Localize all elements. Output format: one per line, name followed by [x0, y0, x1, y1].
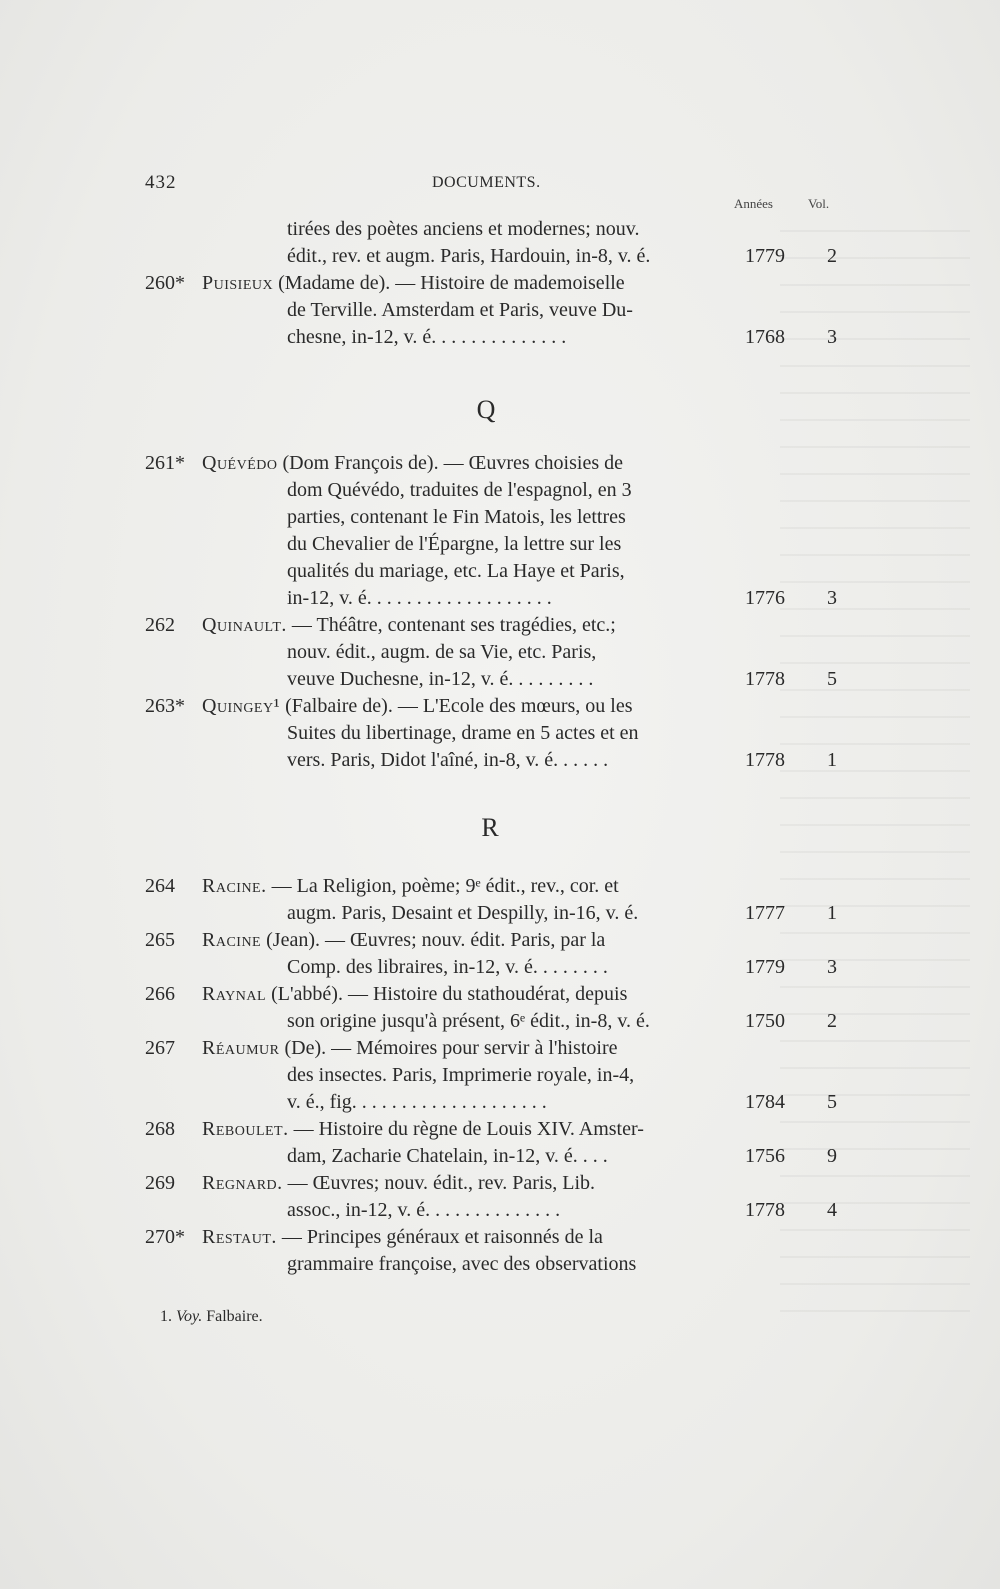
entry-body: chesne, in-12, v. é. . . . . . . . . . . . . .	[287, 326, 567, 348]
entry-text	[287, 477, 867, 503]
entry-line	[145, 297, 837, 323]
author-name: Reboulet.	[202, 1118, 289, 1140]
footnote-text: Falbaire.	[206, 1308, 263, 1325]
entry-volumes: 5	[827, 668, 837, 690]
section-letter-r: R	[481, 813, 499, 842]
entry-text	[287, 639, 867, 665]
entry-body: (L'abbé). — Histoire du stathoudérat, depuis	[271, 983, 628, 1005]
entry-line	[145, 1062, 837, 1088]
entry-number: 261*	[145, 452, 185, 474]
page-number: 432	[145, 172, 177, 193]
entry-body: son origine jusqu'à présent, 6ᵉ édit., in-8, v. é.	[287, 1010, 650, 1032]
entry-line	[145, 900, 837, 926]
entry-line	[145, 1251, 837, 1277]
entry-line	[145, 1035, 837, 1061]
entry-line	[145, 1116, 837, 1142]
author-name: Raynal	[202, 983, 267, 1005]
entry-year: 1768	[745, 326, 785, 348]
author-name: Racine	[202, 929, 262, 951]
entry-body: (Jean). — Œuvres; nouv. édit. Paris, par la	[266, 929, 606, 951]
entry-year: 1777	[745, 902, 785, 924]
entry-line	[145, 1224, 837, 1250]
entry-text	[202, 981, 867, 1007]
entry-text	[287, 216, 867, 242]
entry-body: Suites du libertinage, drame en 5 actes et en	[287, 722, 639, 744]
entry-number: 270*	[145, 1226, 185, 1248]
entry-volumes: 3	[827, 587, 837, 609]
entry-body: — Théâtre, contenant ses tragédies, etc.;	[291, 614, 616, 636]
entry-line	[145, 1008, 837, 1034]
entry-text	[202, 927, 867, 953]
entry-line	[145, 666, 837, 692]
entry-body: qualités du mariage, etc. La Haye et Paris,	[287, 560, 625, 582]
entry-line	[145, 270, 837, 296]
entry-body: grammaire françoise, avec des observations	[287, 1253, 637, 1275]
entry-body: — Œuvres; nouv. édit., rev. Paris, Lib.	[287, 1172, 596, 1194]
entry-year: 1750	[745, 1010, 785, 1032]
column-header-years: Années	[734, 196, 773, 211]
entry-text	[202, 1035, 867, 1061]
entry-line	[145, 639, 837, 665]
entry-volumes: 3	[827, 956, 837, 978]
footnote	[160, 1308, 263, 1326]
author-name: Quévédo	[202, 452, 278, 474]
entry-line	[145, 747, 837, 773]
footnote-number: 1.	[160, 1308, 172, 1325]
entry-line	[145, 954, 837, 980]
entry-body: vers. Paris, Didot l'aîné, in-8, v. é. . . . . .	[287, 749, 609, 771]
entry-body: — Histoire du règne de Louis XIV. Amster-	[293, 1118, 644, 1140]
entry-text	[287, 1062, 867, 1088]
entry-volumes: 1	[827, 902, 837, 924]
entry-line	[145, 243, 837, 269]
entry-line	[145, 504, 837, 530]
entry-line	[145, 558, 837, 584]
author-name: Regnard.	[202, 1172, 283, 1194]
entry-body: parties, contenant le Fin Matois, les lettres	[287, 506, 626, 528]
entry-line	[145, 1143, 837, 1169]
entry-number: 264	[145, 875, 175, 897]
entry-line	[145, 477, 837, 503]
entry-body: nouv. édit., augm. de sa Vie, etc. Paris,	[287, 641, 597, 663]
author-name: Quinault.	[202, 614, 287, 636]
section-letter-q: Q	[476, 395, 496, 424]
entry-body: (De). — Mémoires pour servir à l'histoire	[284, 1037, 618, 1059]
entry-volumes: 3	[827, 326, 837, 348]
entry-body: assoc., in-12, v. é. . . . . . . . . . . . . .	[287, 1199, 561, 1221]
entry-body: — La Religion, poème; 9ᵉ édit., rev., cor. et	[271, 875, 619, 897]
entry-number: 267	[145, 1037, 175, 1059]
entry-line	[145, 324, 837, 350]
entry-body: Comp. des libraires, in-12, v. é. . . . . . . .	[287, 956, 608, 978]
entry-body: dam, Zacharie Chatelain, in-12, v. é. . . .	[287, 1145, 608, 1167]
entry-number: 268	[145, 1118, 175, 1140]
running-title: DOCUMENTS.	[432, 174, 541, 191]
entry-body: veuve Duchesne, in-12, v. é. . . . . . . . .	[287, 668, 594, 690]
entry-body: du Chevalier de l'Épargne, la lettre sur les	[287, 533, 622, 555]
entry-number: 265	[145, 929, 175, 951]
author-name: Quingey¹	[202, 695, 281, 717]
entry-body: — Principes généraux et raisonnés de la	[281, 1226, 603, 1248]
entry-year: 1778	[745, 668, 785, 690]
entry-volumes: 2	[827, 245, 837, 267]
entry-volumes: 4	[827, 1199, 837, 1221]
entry-text	[202, 612, 867, 638]
entry-year: 1784	[745, 1091, 785, 1113]
entry-text	[287, 531, 867, 557]
entry-body: de Terville. Amsterdam et Paris, veuve Du-	[287, 299, 633, 321]
entry-year: 1779	[745, 956, 785, 978]
entry-body: augm. Paris, Desaint et Despilly, in-16, v. é.	[287, 902, 639, 924]
entry-body: des insectes. Paris, Imprimerie royale, in-4,	[287, 1064, 635, 1086]
entry-line	[145, 585, 837, 611]
entry-text	[202, 1116, 867, 1142]
author-name: Réaumur	[202, 1037, 280, 1059]
entry-line	[145, 612, 837, 638]
entry-line	[145, 1170, 837, 1196]
entry-text	[287, 558, 867, 584]
footnote-voy: Voy.	[176, 1308, 203, 1325]
entry-year: 1776	[745, 587, 785, 609]
entry-line	[145, 1197, 837, 1223]
entry-text	[202, 450, 867, 476]
entry-volumes: 1	[827, 749, 837, 771]
entry-year: 1779	[745, 245, 785, 267]
entry-number: 262	[145, 614, 175, 636]
author-name: Puisieux	[202, 272, 274, 294]
entry-body: (Dom François de). — Œuvres choisies de	[282, 452, 623, 474]
entry-text	[202, 693, 867, 719]
entry-year: 1756	[745, 1145, 785, 1167]
entry-body: in-12, v. é. . . . . . . . . . . . . . . . . . .	[287, 587, 552, 609]
entry-number: 269	[145, 1172, 175, 1194]
entry-volumes: 5	[827, 1091, 837, 1113]
entry-number: 260*	[145, 272, 185, 294]
entry-body: (Falbaire de). — L'Ecole des mœurs, ou les	[285, 695, 633, 717]
entry-text	[202, 1224, 867, 1250]
entry-body: tirées des poètes anciens et modernes; nouv.	[287, 218, 640, 240]
author-name: Restaut.	[202, 1226, 277, 1248]
entry-body: dom Quévédo, traduites de l'espagnol, en 3	[287, 479, 632, 501]
entry-text	[202, 873, 867, 899]
entry-text	[287, 297, 867, 323]
entry-body: (Madame de). — Histoire de mademoiselle	[278, 272, 625, 294]
entry-year: 1778	[745, 749, 785, 771]
entry-text	[287, 720, 867, 746]
page-header	[145, 172, 835, 196]
entry-line	[145, 531, 837, 557]
entry-text	[287, 1251, 867, 1277]
entry-line	[145, 873, 837, 899]
column-header-volumes: Vol.	[808, 196, 830, 211]
entry-line	[145, 693, 837, 719]
entry-line	[145, 720, 837, 746]
entry-line	[145, 981, 837, 1007]
entry-number: 263*	[145, 695, 185, 717]
entry-line	[145, 450, 837, 476]
entry-volumes: 2	[827, 1010, 837, 1032]
entry-body: édit., rev. et augm. Paris, Hardouin, in-8, v. é.	[287, 245, 651, 267]
entry-text	[202, 270, 867, 296]
author-name: Racine.	[202, 875, 267, 897]
entry-volumes: 9	[827, 1145, 837, 1167]
entry-line	[145, 216, 837, 242]
entry-line	[145, 927, 837, 953]
entry-text	[202, 1170, 867, 1196]
entry-line	[145, 1089, 837, 1115]
entry-body: v. é., fig. . . . . . . . . . . . . . . . . . . .	[287, 1091, 547, 1113]
entry-year: 1778	[745, 1199, 785, 1221]
entry-text	[287, 504, 867, 530]
entry-number: 266	[145, 983, 175, 1005]
